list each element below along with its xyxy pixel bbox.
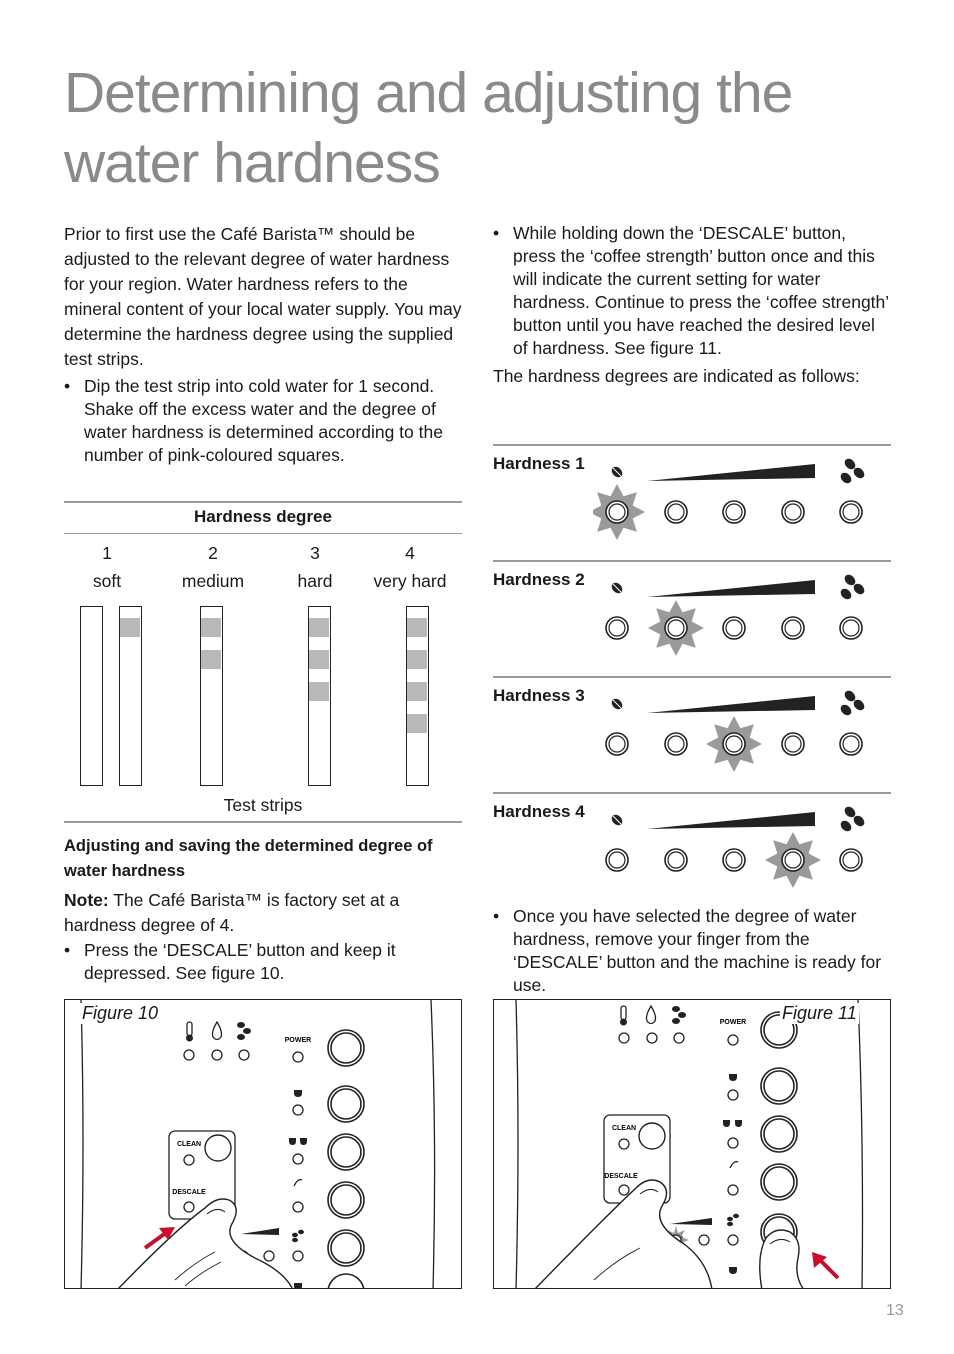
figure-10-illustration: [65, 1000, 462, 1289]
page-number: 13: [886, 1302, 904, 1319]
strip-square: [407, 650, 427, 669]
right-lower-text: [493, 905, 891, 997]
note-paragraph: [64, 888, 462, 938]
strength-wedge-bar: [647, 696, 815, 713]
note-text: The Café Barista™ is factory set at a hardness degree of 4.: [64, 890, 400, 935]
left-column: [64, 222, 462, 467]
figure-11: [493, 999, 891, 1289]
test-strip-soft-a: [80, 606, 103, 786]
degree-number-4: 4: [405, 543, 415, 563]
test-strip-soft-b: [119, 606, 142, 786]
beans-icon: [672, 1006, 686, 1024]
thermometer-icon: [186, 1022, 193, 1042]
bullet-dip-strip: • Dip the test strip into cold water for 1 second. Shake off the excess water and the degree of water hardness is determined according to the number of pink-coloured squares.: [64, 375, 462, 467]
triple-bean-icon: [839, 573, 867, 602]
beans-icon: [237, 1022, 251, 1040]
strip-square: [407, 714, 427, 733]
strip-square: [309, 618, 329, 637]
red-arrow-icon: [812, 1252, 838, 1278]
page-title: [64, 58, 904, 198]
hardness-row-4: [493, 792, 891, 908]
triple-bean-icon: [839, 457, 867, 486]
note-label: Note:: [64, 890, 109, 910]
hardness-label-3: Hardness 3: [493, 686, 585, 705]
clean-label: CLEAN: [611, 1125, 637, 1132]
right-column: [493, 222, 891, 389]
strip-square: [309, 682, 329, 701]
test-strip-hard: [308, 606, 331, 786]
strip-square: [407, 618, 427, 637]
figure-10-caption: Figure 10: [82, 1003, 159, 1023]
test-strip-very-hard: [406, 606, 429, 786]
figure-11-caption: Figure 11: [782, 1003, 857, 1023]
strip-square: [309, 650, 329, 669]
figure-11-illustration: [494, 1000, 891, 1289]
hardness-row-3: [493, 676, 891, 792]
descale-label: DESCALE: [604, 1173, 638, 1180]
strip-square: [201, 618, 221, 637]
power-label: POWER: [719, 1019, 747, 1026]
strip-square: [407, 682, 427, 701]
bullet-release-descale: • Once you have selected the degree of water hardness, remove your finger from the ‘DESCALE’ button and the machine is ready for use.: [493, 905, 891, 997]
test-strips-caption: Test strips: [223, 795, 303, 815]
degree-number-1: 1: [102, 543, 112, 563]
degree-label-medium: medium: [181, 571, 245, 591]
hardness-degree-table: [64, 501, 462, 823]
degrees-intro: The hardness degrees are indicated as follows:: [493, 366, 860, 386]
degree-label-soft: soft: [92, 571, 122, 591]
strength-wedge-bar: [647, 812, 815, 829]
strength-wedge-bar: [647, 580, 815, 597]
single-bean-icon: [610, 581, 625, 596]
test-strip-medium: [200, 606, 223, 786]
hardness-indicator-4: [593, 794, 891, 906]
triple-bean-icon: [839, 689, 867, 718]
descale-label: DESCALE: [172, 1189, 206, 1196]
single-bean-icon: [610, 813, 625, 828]
left-lower-text: [64, 834, 462, 985]
clean-label: CLEAN: [176, 1141, 202, 1148]
hardness-label-2: Hardness 2: [493, 570, 585, 589]
hardness-label-1: Hardness 1: [493, 454, 585, 473]
finger-pressing-strength: [760, 1230, 804, 1289]
degree-label-very-hard: very hard: [373, 571, 447, 591]
finger-pressing-descale: [117, 1199, 293, 1289]
bullet-hold-descale: • While holding down the ‘DESCALE’ button, press the ‘coffee strength’ button once and this will indicate the current setting for water hardness. Continue to press the ‘coffee strength’ button until you have reached the desired level of hardness. See figure 11.: [493, 222, 891, 360]
thermometer-icon: [620, 1006, 627, 1026]
single-bean-icon: [610, 697, 625, 712]
degree-label-hard: hard: [297, 571, 333, 591]
figure-10: [64, 999, 462, 1289]
adjusting-subheading: Adjusting and saving the determined degree of water hardness: [64, 837, 433, 880]
strength-wedge-bar: [647, 464, 815, 481]
water-drop-icon: [647, 1006, 656, 1024]
hardness-table-title: Hardness degree: [194, 507, 332, 526]
hardness-row-2: [493, 560, 891, 676]
intro-paragraph: Prior to first use the Café Barista™ should be adjusted to the relevant degree of water hardness for your region. Water hardness refers to the mineral content of your local water supply. You may determine the hardness degree using the supplied test strips.: [64, 224, 462, 369]
machine-buttons: [328, 1030, 364, 1289]
triple-bean-icon: [839, 805, 867, 834]
hardness-indicator-3: [593, 678, 891, 790]
single-bean-icon: [610, 465, 625, 480]
hardness-indicator-2: [593, 562, 891, 674]
hardness-row-1: [493, 444, 891, 560]
hardness-indicator-1: [593, 446, 891, 558]
title-line-1: Determining and adjusting the: [64, 61, 793, 125]
degree-number-2: 2: [208, 543, 218, 563]
degree-number-3: 3: [310, 543, 320, 563]
strip-square: [201, 650, 221, 669]
strip-square: [120, 618, 140, 637]
table-divider: [64, 533, 462, 534]
water-drop-icon: [213, 1022, 222, 1040]
title-line-2: water hardness: [64, 131, 440, 195]
hardness-label-4: Hardness 4: [493, 802, 585, 821]
power-label: POWER: [284, 1037, 312, 1044]
bullet-press-descale: • Press the ‘DESCALE’ button and keep it depressed. See figure 10.: [64, 939, 462, 985]
